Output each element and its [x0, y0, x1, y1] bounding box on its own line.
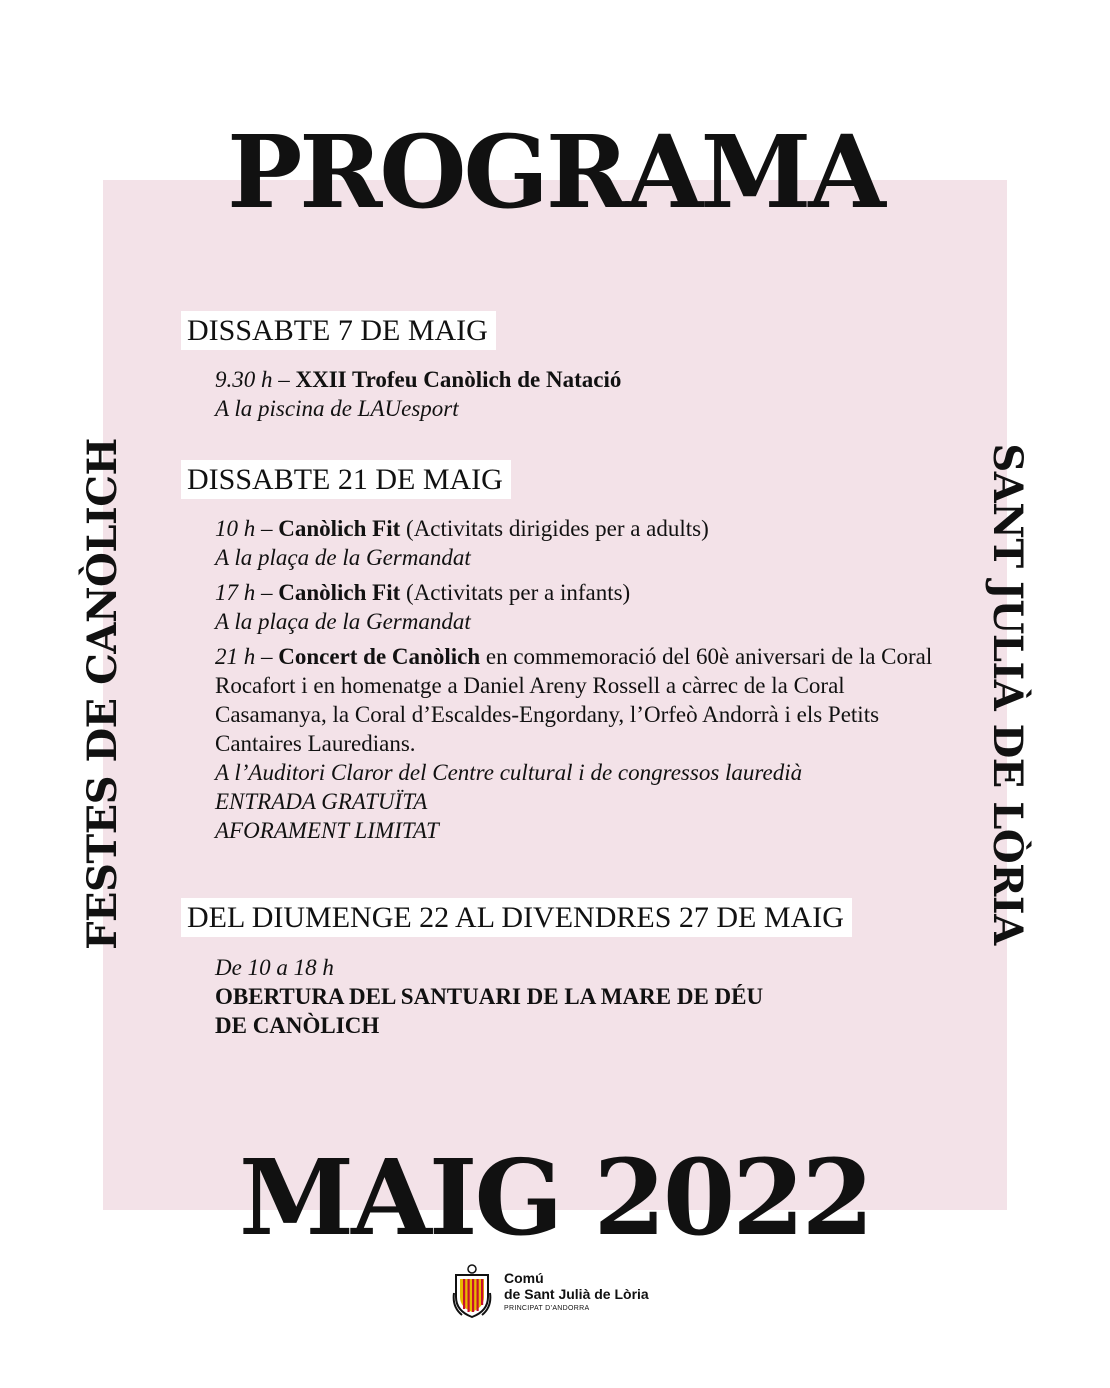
event-separator: – — [255, 580, 279, 605]
event-place: A l’Auditori Claror del Centre cultural i de congressos lauredià — [215, 760, 803, 785]
event-time: 10 h — [215, 516, 256, 541]
day-header-22-27-maig: DEL DIUMENGE 22 AL DIVENDRES 27 DE MAIG — [181, 898, 852, 937]
day-events-21-maig — [215, 514, 975, 845]
event-line — [215, 514, 975, 543]
day-events-22-27-maig — [215, 953, 975, 1040]
event-note-free-entry: ENTRADA GRATUÏTA — [215, 789, 428, 814]
event-name: XXII Trofeu Canòlich de Natació — [295, 367, 622, 392]
logo-line-2: de Sant Julià de Lòria — [504, 1286, 649, 1302]
event-separator: – — [255, 516, 279, 541]
event-time: De 10 a 18 h — [215, 955, 334, 980]
event-name: Canòlich Fit — [278, 580, 401, 605]
day-header-21-maig: DISSABTE 21 DE MAIG — [181, 460, 511, 499]
event-name: Concert de Canòlich — [278, 644, 481, 669]
event-place: A la plaça de la Germandat — [215, 609, 471, 634]
event-time: 17 h — [215, 580, 256, 605]
bottom-title: MAIG 2022 — [239, 1136, 871, 1259]
event-time: 9.30 h — [215, 367, 273, 392]
event-time: 21 h — [215, 644, 256, 669]
day-header-7-maig: DISSABTE 7 DE MAIG — [181, 311, 496, 350]
event-place: A la piscina de LAUesport — [215, 396, 459, 421]
logo-line-1: Comú — [504, 1270, 544, 1286]
event-line — [215, 578, 975, 607]
side-title-right: SANT JULIÀ DE LÒRIA — [984, 443, 1031, 945]
event-name-line1: OBERTURA DEL SANTUARI DE LA MARE DE DÉU — [215, 984, 764, 1009]
event-name: Canòlich Fit — [278, 516, 401, 541]
event-place: A la plaça de la Germandat — [215, 545, 471, 570]
event-separator: – — [255, 644, 279, 669]
event-line — [215, 642, 940, 758]
event-description: (Activitats dirigides per a adults) — [400, 516, 709, 541]
side-title-left: FESTES DE CANÒLICH — [79, 438, 126, 950]
event-description: en commemoració del 60è aniversari de la Coral Rocafort i en homenatge a Daniel Areny Rossell a càrrec de la Coral Casamanya, la Coral d’Escaldes-Engordany, l’Orfeò Andorrà i els Petits Cantaires Lauredians. — [215, 644, 933, 756]
logo-line-3: PRINCIPAT D’ANDORRA — [504, 1305, 590, 1312]
page-title: PROGRAMA — [227, 113, 883, 231]
logo-text — [504, 1270, 649, 1312]
day-events-7-maig — [215, 365, 975, 423]
coat-of-arms-icon — [452, 1263, 492, 1319]
event-line — [215, 365, 975, 394]
municipality-logo — [452, 1262, 649, 1320]
event-note-limited-capacity: AFORAMENT LIMITAT — [215, 818, 439, 843]
event-description: (Activitats per a infants) — [400, 580, 631, 605]
event-name-line2: DE CANÒLICH — [215, 1013, 380, 1038]
event-separator: – — [272, 367, 296, 392]
